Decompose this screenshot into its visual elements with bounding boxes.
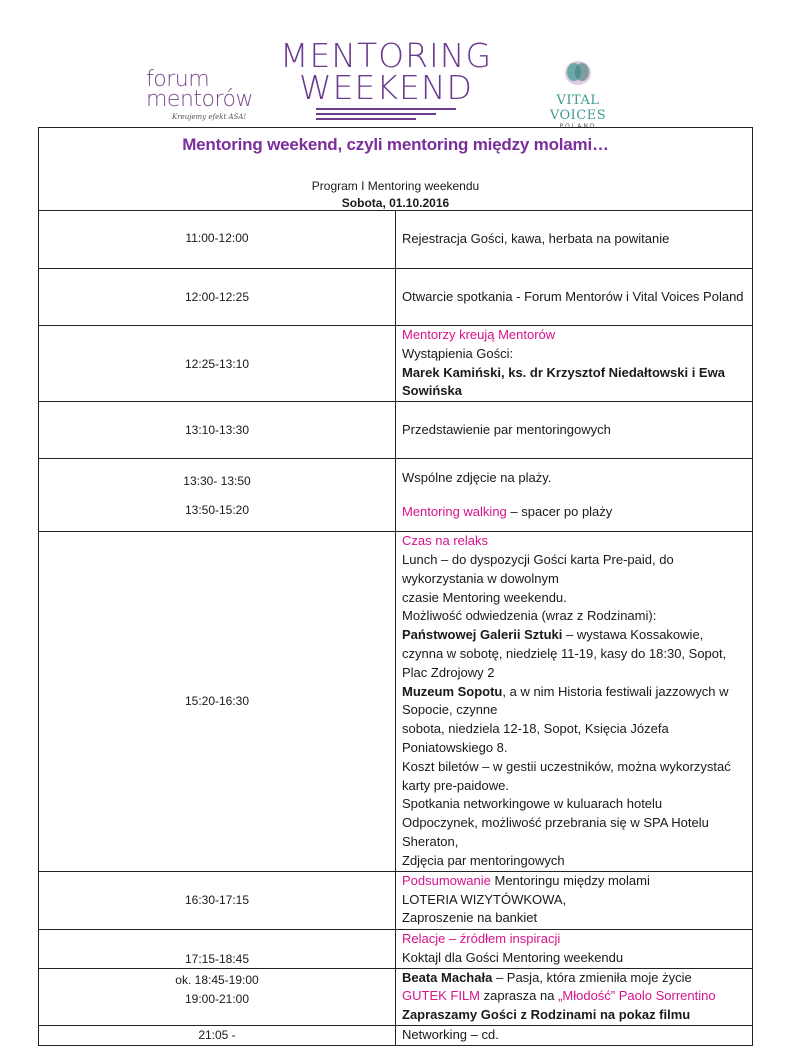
time-cell: 17:15-18:45 (39, 929, 396, 968)
program-document (38, 127, 753, 1046)
program-table (38, 127, 753, 1046)
description-cell: Mentorzy kreują Mentorów Wystąpienia Gości: Marek Kamiński, ks. dr Krzysztof Niedałtowski i Ewa Sowińska (396, 326, 753, 402)
time-cell: 15:20-16:30 (39, 532, 396, 871)
description-cell: Wspólne zdjęcie na plaży. Mentoring walking – spacer po plaży (396, 459, 753, 532)
table-row (39, 211, 753, 269)
logo-bar (0, 0, 791, 128)
table-row (39, 871, 753, 929)
vital-voices-emblem-icon (563, 60, 593, 86)
mentoring-weekend-logo: MENTORING WEEKEND (276, 40, 496, 123)
title-row (39, 128, 753, 211)
table-row (39, 326, 753, 402)
description-cell: Relacje – źródłem inspiracji Koktajl dla Gości Mentoring weekendu (396, 929, 753, 968)
time-cell: ok. 18:45-19:00 19:00-21:00 (39, 968, 396, 1025)
description-cell: Podsumowanie Mentoringu między molami LOTERIA WIZYTÓWKOWA, Zaproszenie na bankiet (396, 871, 753, 929)
time-cell: 13:30- 13:50 13:50-15:20 (39, 459, 396, 532)
description-cell: Rejestracja Gości, kawa, herbata na powitanie (396, 211, 753, 269)
description-cell: Czas na relaks Lunch – do dyspozycji Gości karta Pre-paid, do wykorzystania w dowolnym czasie Mentoring weekendu. Możliwość odwiedzenia (wraz z Rodzinami): Państwowej Galerii Sztuki – wystawa Kossakowie, czynna w sobotę, niedzielę 11-19, kasy do 18:30, Sopot, Plac Zdrojowy 2 Muzeum Sopotu, a w nim Historia festiwali jazzowych w Sopocie, czynne sobota, niedziela 12-18, Sopot, Księcia Józefa Poniatowskiego 8. Koszt biletów – w gestii uczestników, można wykorzystać karty pre-paidowe. Spotkania networkingowe w kuluarach hotelu Odpoczynek, możliwość przebrania się w SPA Hotelu Sheraton, Zdjęcia par mentoringowych (396, 532, 753, 871)
description-cell: Networking – cd. (396, 1025, 753, 1045)
table-row (39, 929, 753, 968)
time-cell: 12:00-12:25 (39, 269, 396, 326)
time-cell: 13:10-13:30 (39, 402, 396, 459)
table-row (39, 1025, 753, 1045)
description-cell: Beata Machała – Pasja, która zmieniła moje życie GUTEK FILM zaprasza na „Młodość” Paolo Sorrentino Zapraszamy Gości z Rodzinami na pokaz filmu (396, 968, 753, 1025)
table-row (39, 532, 753, 871)
time-cell: 16:30-17:15 (39, 871, 396, 929)
table-row (39, 459, 753, 532)
table-row (39, 269, 753, 326)
description-cell: Przedstawienie par mentoringowych (396, 402, 753, 459)
table-row (39, 968, 753, 1025)
document-title: Mentoring weekend, czyli mentoring między molami… (182, 135, 609, 154)
time-cell: 12:25-13:10 (39, 326, 396, 402)
time-cell: 21:05 - (39, 1025, 396, 1045)
description-cell: Otwarcie spotkania - Forum Mentorów i Vital Voices Poland (396, 269, 753, 326)
table-row (39, 402, 753, 459)
vital-voices-logo: VITAL VOICES POLAND (528, 60, 628, 130)
program-subtitle: Program I Mentoring weekendu (311, 179, 480, 193)
time-cell: 11:00-12:00 (39, 211, 396, 269)
forum-mentorow-logo: forum mentorów Kreujemy efekt ASA! (146, 67, 254, 121)
program-date: Sobota, 01.10.2016 (341, 196, 450, 210)
logo-stripes (316, 108, 456, 120)
